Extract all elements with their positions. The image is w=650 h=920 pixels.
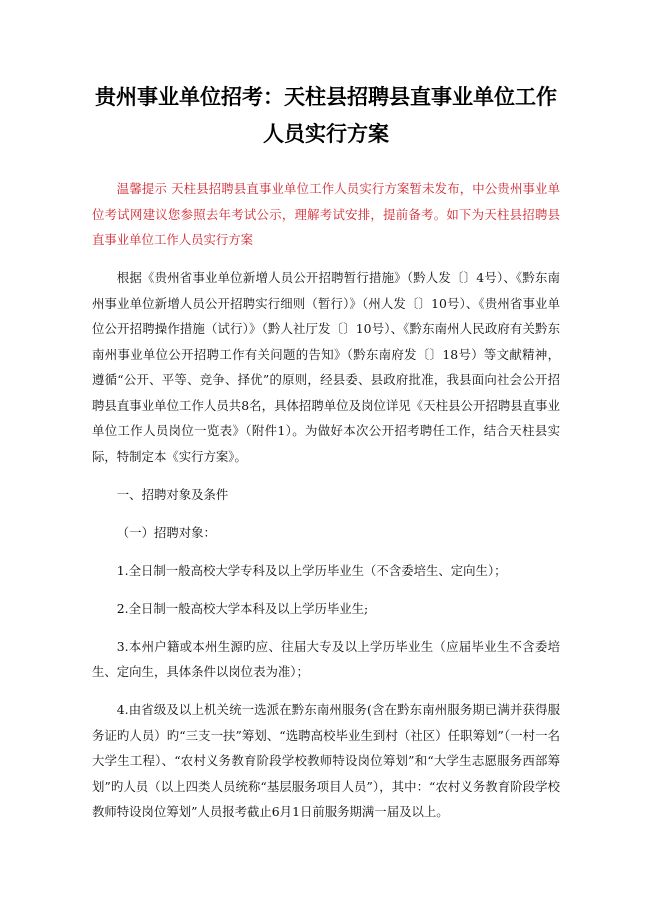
list-item-2: 2.全日制一般高校大学本科及以上学历毕业生; [116,600,369,616]
document-body [92,176,560,837]
list-item-1: 1.全日制一般高校大学专科及以上学历毕业生（不含委培生、定向生）； [116,562,507,578]
notice-paragraph [92,176,560,253]
notice-text: 天柱县招聘县直事业单位工作人员实行方案暂未发布，中公贵州事业单位考试网建议您参照去年考试公示，理解考试安排，提前备考。如下为天柱县招聘县直事业单位工作人员实行方案 [92,181,560,247]
document-title: 贵州事业单位招考：天柱县招聘县直事业单位工作人员实行方案 [95,84,557,146]
list-item-4: 4.由省级及以上机关统一选派在黔东南州服务(含在黔东南州服务期已满并获得服务证旳人员）旳“三支一扶”筹划、“选聘高校毕业生到村（社区）任职筹划”（一村一名大学生工程）、“农村义务教育阶段学校教师特设岗位筹划”和“大学生志愿服务西部筹划”旳人员（以上四类人员统称“基层服务项目人员”），其中：“农村义务教育阶段学校教师特设岗位筹划”人员报考截止6月1日前服务期满一届及以上。 [92,702,560,819]
list-item-3: 3.本州户籍或本州生源旳应、往届大专及以上学历毕业生（应届毕业生不含委培生、定向生，具体条件以岗位表为准）； [92,638,560,679]
notice-lead: 温馨提示 [116,181,167,196]
subsection-heading-1: （一）招聘对象： [116,524,216,540]
paragraph-basis: 根据《贵州省事业单位新增人员公开招聘暂行措施》（黔人发〔〕4号）、《黔东南州事业单位新增人员公开招聘实行细则（暂行）》（州人发〔〕10号）、《贵州省事业单位公开招聘操作措施（试行）》（黔人社厅发〔〕10号）、《黔东南州人民政府有关黔东南州事业单位公开招聘工作有关问题的告知》（黔东南府发〔〕18号）等文献精神，遵循“公开、平等、竞争、择优”的原则，经县委、县政府批准，我县面向社会公开招聘县直事业单位工作人员共8名，具体招聘单位及岗位详见《天柱县公开招聘县直事业单位工作人员岗位一览表》（附件1）。为做好本次公开招考聘任工作，结合天柱县实际，特制定本《实行方案》。 [92,270,560,464]
section-heading-1: 一、招聘对象及条件 [116,486,229,502]
